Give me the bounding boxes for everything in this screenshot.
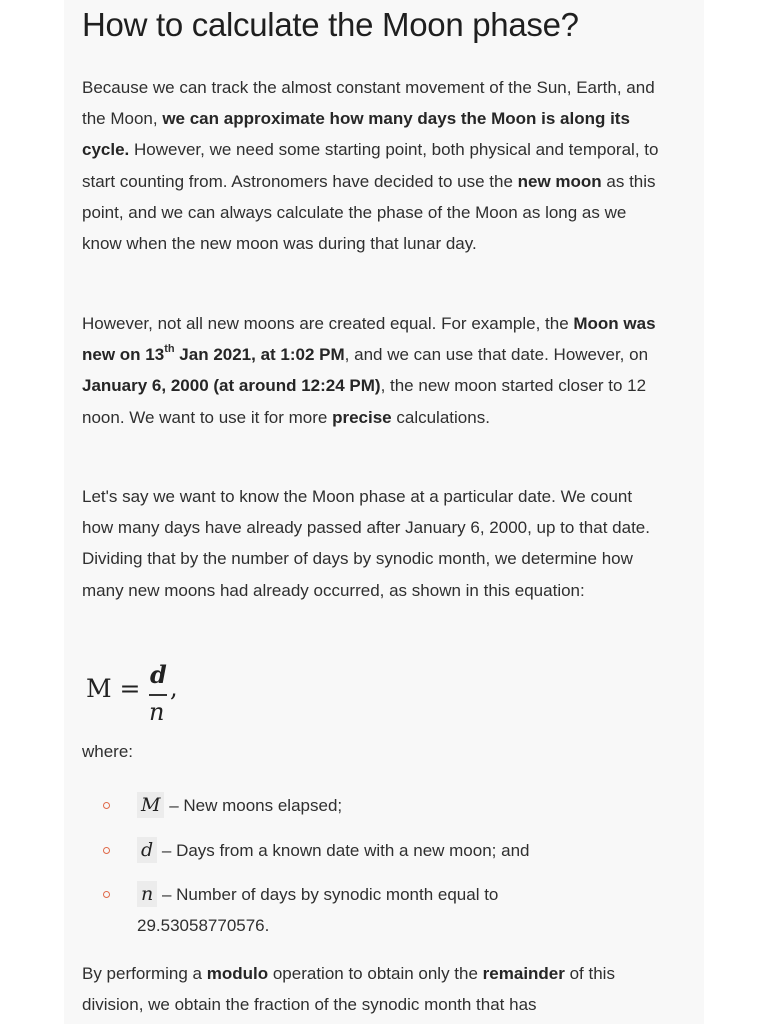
- where-label: where:: [82, 742, 134, 761]
- symbol-n: n: [137, 881, 157, 907]
- paragraph-intro: Because we can track the almost constant movement of the Sun, Earth, and the Moon, we can approximate how many days the Moon is along its cycle. However, we need some starting point, both physical and temporal, to start counting from. Astronomers have decided to use the new moon as this point, and we can always calculate the phase of the Moon as long as we know when the new moon was during that lunar day.: [82, 78, 659, 254]
- symbol-d: d: [137, 837, 157, 863]
- equation-lhs: M =: [86, 674, 141, 703]
- bullet-icon: [103, 891, 110, 898]
- paragraph-equation-intro: Let's say we want to know the Moon phase at a particular date. We count how many days have already passed after January 6, 2000, up to that date. Dividing that by the number of days by synodic month, we determine how many new moons had already occurred, as shown in this equation:: [82, 487, 650, 600]
- symbol-M: M: [137, 792, 164, 818]
- equation-denominator: n: [149, 698, 165, 726]
- paragraph-modulo: By performing a modulo operation to obtain only the remainder of this division, we obtain the fraction of the synodic month that has: [82, 964, 615, 1015]
- equation-comma: ,: [170, 674, 178, 702]
- fraction-bar: [149, 694, 167, 696]
- page-title: How to calculate the Moon phase?: [82, 6, 579, 43]
- bullet-icon: [103, 847, 110, 854]
- paragraph-new-moons: However, not all new moons are created equal. For example, the Moon was new on 13th Jan 2021, at 1:02 PM, and we can use that date. However, on January 6, 2000 (at around 12:24 PM), the new moon started closer to 12 noon. We want to use it for more precise calculations.: [82, 314, 656, 427]
- equation-numerator: d: [150, 660, 167, 689]
- moons-equation: [86, 660, 226, 730]
- bullet-icon: [103, 802, 110, 809]
